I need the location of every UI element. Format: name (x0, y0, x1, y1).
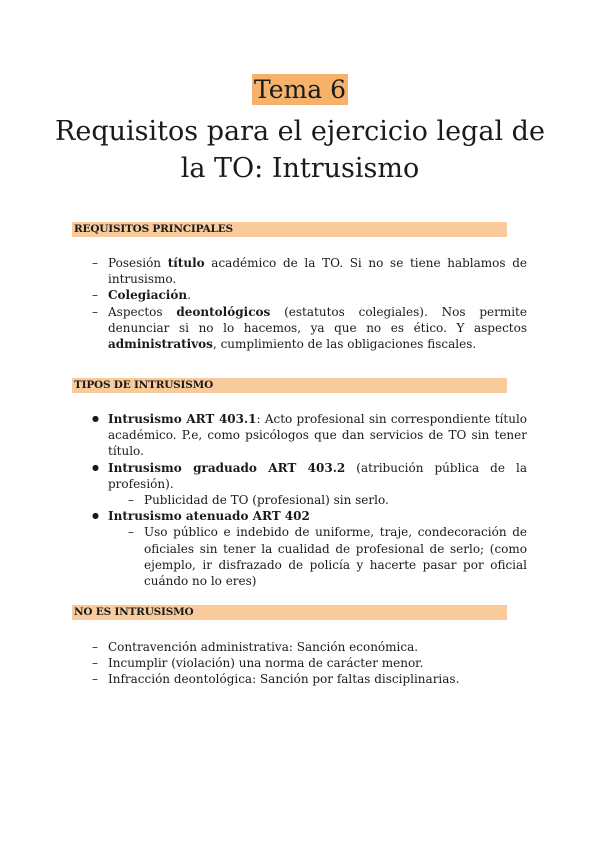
sub-list-item: – Publicidad de TO (profesional) sin serlo. (128, 492, 527, 508)
item-bold: Intrusismo ART 403.1 (108, 412, 257, 426)
item-bold: Colegiación (108, 288, 188, 303)
list-item (92, 304, 527, 353)
item-text: , cumplimiento de las obligaciones fiscales. (212, 337, 477, 352)
item-bold: deontológicos (176, 304, 271, 319)
item-text: : Acto profesional sin correspondiente título académico. P.e, como psicólogos que dan servicios de TO sin tener título. (108, 412, 528, 459)
item-text: Posesión (108, 256, 168, 270)
tipos-list (92, 411, 527, 589)
title-line-1: Requisitos para el ejercicio legal de (55, 116, 545, 147)
sub-list (108, 492, 527, 508)
section-heading-tipos: TIPOS DE INTRUSISMO (72, 378, 507, 393)
no-es-list (92, 639, 527, 688)
section-heading-requisitos: REQUISITOS PRINCIPALES (72, 222, 507, 237)
list-item: – Contravención administrativa: Sanción económica. (92, 639, 527, 655)
list-item (92, 287, 527, 303)
item-text: . (187, 288, 191, 303)
list-item: – Infracción deontológica: Sanción por faltas disciplinarias. (92, 671, 527, 687)
sub-list-item: – Uso público e indebido de uniforme, traje, condecoración de oficiales sin tener la cualidad de profesional de serlo; (como ejemplo, ir disfrazado de policía y hacerte pasar por oficial cuándo no lo eres) (128, 524, 527, 589)
tema-heading-wrap (0, 74, 600, 105)
requisitos-list (92, 255, 527, 352)
list-item: – Incumplir (violación) una norma de carácter menor. (92, 655, 527, 671)
item-text: (estatutos colegiales). Nos permite denunciar si no lo hacemos, ya que no es ético. Y aspectos (108, 304, 527, 335)
section-heading-no-es: NO ES INTRUSISMO (72, 605, 507, 620)
item-text: (atribución pública de la profesión). (108, 460, 527, 491)
item-bold: Intrusismo graduado ART 403.2 (108, 460, 346, 475)
list-item (92, 255, 527, 287)
item-bold: administrativos (108, 337, 213, 352)
item-bold: título (167, 256, 205, 270)
list-item (92, 508, 527, 589)
sub-list (108, 524, 527, 589)
title-line-2: la TO: Intrusismo (180, 153, 420, 184)
page-title (40, 113, 560, 187)
item-text: Aspectos (108, 304, 177, 319)
list-item (92, 460, 527, 509)
item-text: académico de la TO. Si no se tiene hablamos de intrusismo. (108, 256, 528, 287)
item-bold: Intrusismo atenuado ART 402 (108, 509, 310, 524)
tema-heading: Tema 6 (254, 75, 346, 104)
list-item (92, 411, 527, 460)
